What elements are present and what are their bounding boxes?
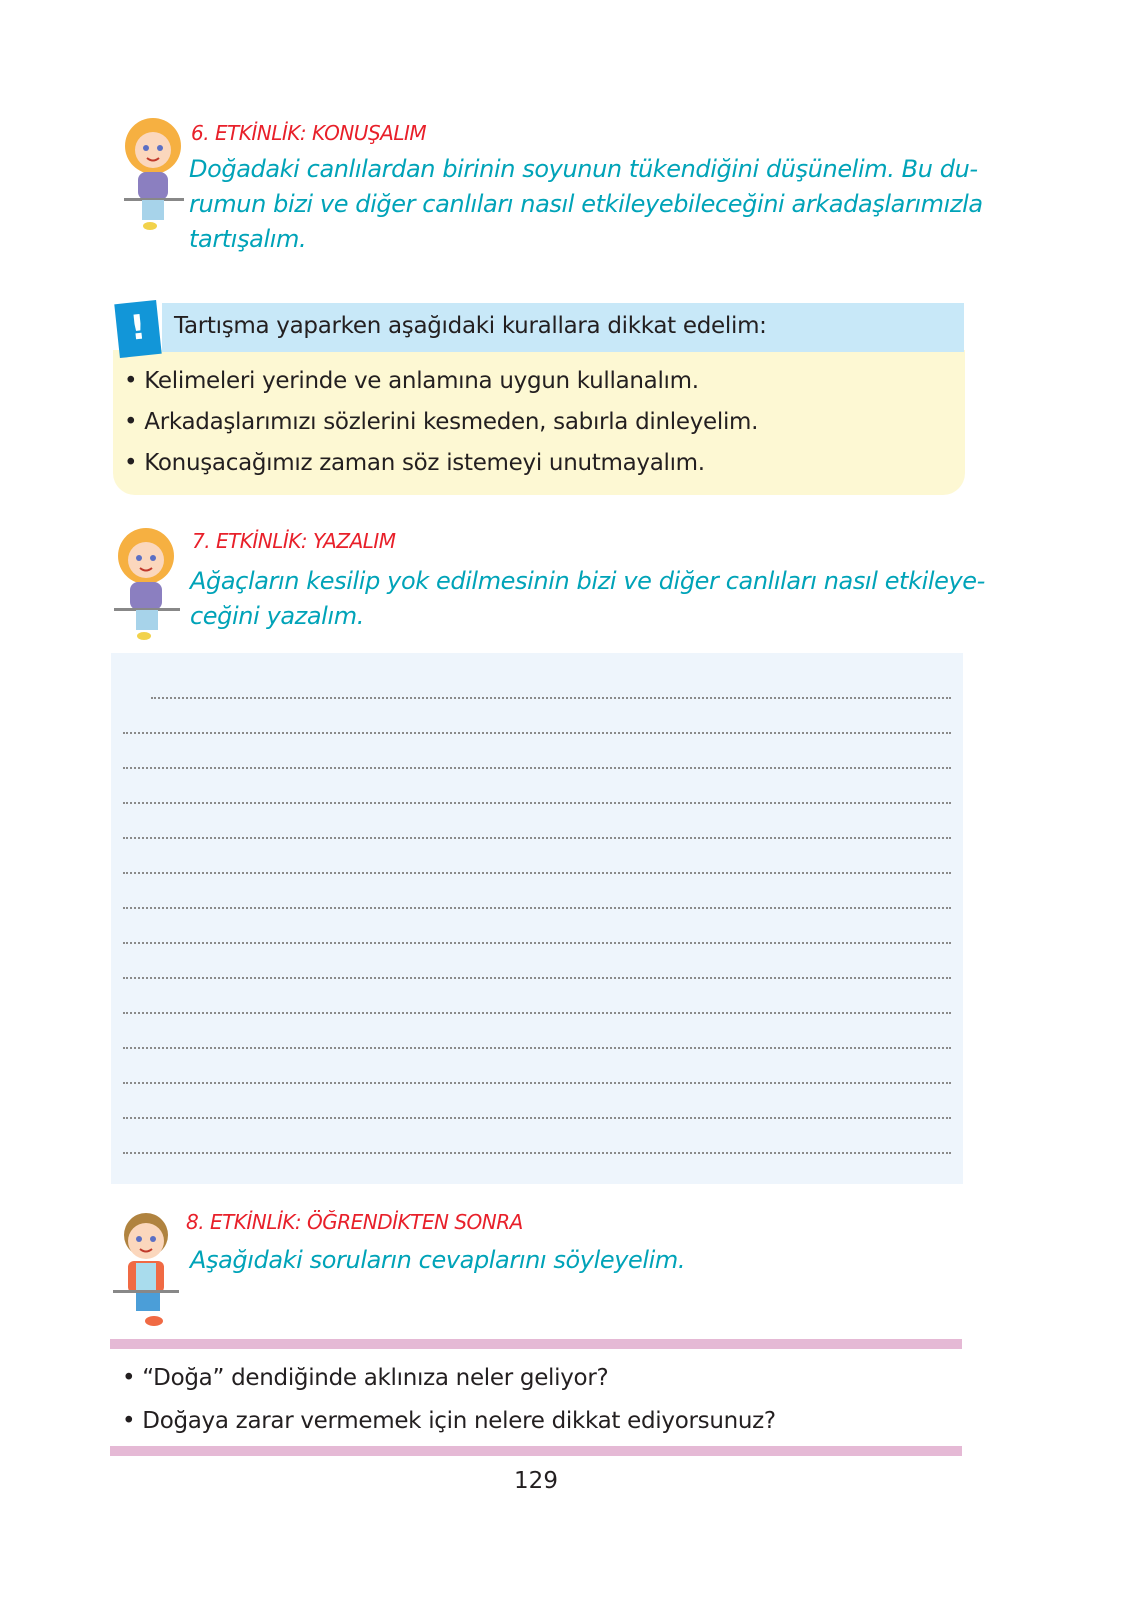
activity-6-title: 6. ETKİNLİK: KONUŞALIM — [191, 121, 427, 145]
boy-character-illustration — [110, 1205, 182, 1335]
question-item: • “Doğa” dendiğinde aklınıza neler geliyor? — [122, 1365, 609, 1391]
rules-heading: Tartışma yaparken aşağıdaki kurallara dikkat edelim: — [174, 313, 767, 339]
activity-8-title: 8. ETKİNLİK: ÖĞRENDİKTEN SONRA — [186, 1210, 523, 1234]
writing-line[interactable] — [123, 977, 951, 979]
writing-line[interactable] — [123, 837, 951, 839]
exclamation-icon: ! — [114, 300, 161, 358]
writing-line[interactable] — [123, 907, 951, 909]
writing-line[interactable] — [151, 697, 951, 699]
writing-line[interactable] — [123, 767, 951, 769]
rule-item: • Kelimeleri yerinde ve anlamına uygun kullanalım. — [124, 368, 699, 394]
page-number: 129 — [514, 1468, 558, 1494]
writing-line[interactable] — [123, 1152, 951, 1154]
writing-line[interactable] — [123, 1012, 951, 1014]
girl-character-illustration — [110, 518, 182, 648]
writing-line[interactable] — [123, 942, 951, 944]
activity-7-instructions — [190, 564, 985, 634]
divider-bottom — [110, 1446, 962, 1456]
rule-item: • Konuşacağımız zaman söz istemeyi unutmayalım. — [124, 450, 705, 476]
writing-line[interactable] — [123, 732, 951, 734]
question-item: • Doğaya zarar vermemek için nelere dikkat ediyorsunuz? — [122, 1408, 776, 1434]
text-line: tartışalım. — [189, 225, 307, 253]
girl-character-illustration — [118, 108, 188, 238]
writing-line[interactable] — [123, 1117, 951, 1119]
divider-top — [110, 1339, 962, 1349]
activity-8-instructions: Aşağıdaki soruların cevaplarını söyleyelim. — [190, 1246, 686, 1274]
writing-line[interactable] — [123, 1047, 951, 1049]
text-line: Ağaçların kesilip yok edilmesinin bizi ve diğer canlıları nasıl etkileye- — [190, 567, 985, 595]
activity-6-instructions — [189, 152, 983, 257]
rule-item: • Arkadaşlarımızı sözlerini kesmeden, sabırla dinleyelim. — [124, 409, 759, 435]
writing-area[interactable] — [111, 653, 963, 1184]
writing-line[interactable] — [123, 872, 951, 874]
writing-line[interactable] — [123, 802, 951, 804]
text-line: Doğadaki canlılardan birinin soyunun tükendiğini düşünelim. Bu du- — [189, 155, 978, 183]
writing-line[interactable] — [123, 1082, 951, 1084]
text-line: ceğini yazalım. — [190, 602, 364, 630]
text-line: rumun bizi ve diğer canlıları nasıl etkileyebileceğini arkadaşlarımızla — [189, 190, 983, 218]
activity-7-title: 7. ETKİNLİK: YAZALIM — [192, 529, 396, 553]
